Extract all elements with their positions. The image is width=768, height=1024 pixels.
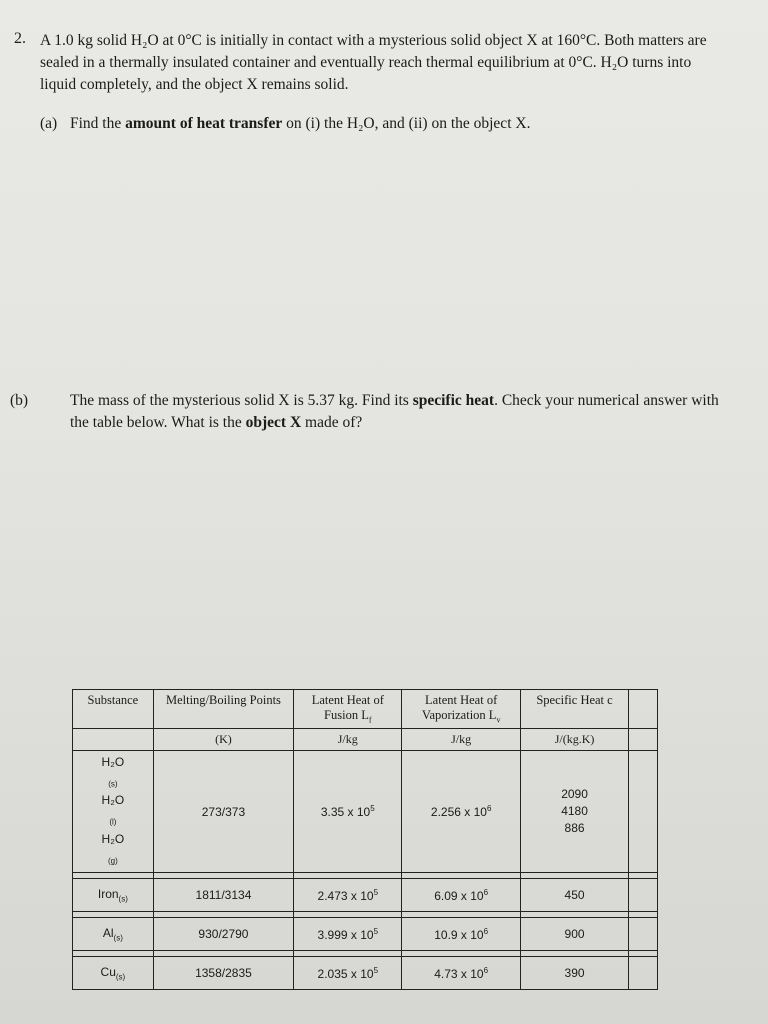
unit-blank <box>73 729 154 751</box>
cu-specific: 390 <box>520 957 628 990</box>
part-b-bold-1: specific heat <box>412 392 495 409</box>
table-header-row <box>73 690 658 729</box>
al-vapor: 10.9 x $10^6$ <box>402 918 520 951</box>
cu-fusion: 2.035 x $10^5$ <box>294 957 402 990</box>
water-points: 273/373 <box>153 751 293 873</box>
cu-vapor: 4.73 x $10^6$ <box>402 957 520 990</box>
iron-vapor: 6.09 x $10^6$ <box>402 879 520 912</box>
iron-name: Iron$_{(s)}$ <box>73 879 154 912</box>
al-name: $Al_{(s)}$ <box>73 918 154 951</box>
header-fusion: Latent Heat of Fusion $L_f$ <box>294 690 402 729</box>
table-row-water <box>73 751 658 873</box>
part-b <box>10 390 730 434</box>
question-stem: A 1.0 kg solid H₂O at 0°C is initially in contact with a mysterious solid object X at 160°C. Both matters are sealed in a thermally insulated container and eventually reach thermal equilibrium at 0°C. H₂O turns into liquid completely, and the object X remains solid. <box>40 32 707 93</box>
table-row-aluminum <box>73 918 658 951</box>
question-number: 2. <box>14 30 26 47</box>
water-forms: H₂O $_{(s)}$ H₂O $_{(l)}$ H₂O $_{(g)}$ <box>73 751 154 873</box>
water-specific: 2090 4180 886 <box>520 751 628 873</box>
part-a <box>40 113 730 135</box>
cu-name: $Cu_{(s)}$ <box>73 957 154 990</box>
part-b-bold-2: object X <box>245 414 302 431</box>
cu-points: 1358/2835 <box>153 957 293 990</box>
part-a-label: (a) <box>40 115 58 132</box>
part-a-text-1: Find the <box>70 115 126 132</box>
table-row-iron <box>73 879 658 912</box>
water-vapor: 2.256 x $10^6$ <box>402 751 520 873</box>
unit-fusion: J/kg <box>294 729 402 751</box>
al-specific: 900 <box>520 918 628 951</box>
water-fusion: 3.35 x $10^5$ <box>294 751 402 873</box>
part-b-label: (b) <box>10 392 29 409</box>
header-specific-heat: Specific Heat c <box>520 690 628 729</box>
header-vapor: Latent Heat of Vaporization $L_v$ <box>402 690 520 729</box>
al-fusion: 3.999 x $10^5$ <box>294 918 402 951</box>
iron-specific: 450 <box>520 879 628 912</box>
unit-specific: J/(kg.K) <box>520 729 628 751</box>
header-points: Melting/Boiling Points <box>153 690 293 729</box>
iron-points: 1811/3134 <box>153 879 293 912</box>
iron-fusion: 2.473 x $10^5$ <box>294 879 402 912</box>
header-substance: Substance <box>73 690 154 729</box>
part-b-text-2: . Check your numerical answer with the table below. What is the <box>70 392 719 431</box>
table-row-copper <box>73 957 658 990</box>
part-b-text-1: The mass of the mysterious solid X is 5.37 kg. Find its <box>70 392 413 409</box>
part-b-text-3: made of? <box>301 414 363 431</box>
unit-vapor: J/kg <box>402 729 520 751</box>
properties-table <box>72 689 658 990</box>
header-blank <box>629 690 658 729</box>
table-units-row <box>73 729 658 751</box>
al-points: 930/2790 <box>153 918 293 951</box>
part-a-text-2: on (i) the H₂O, and (ii) on the object X. <box>282 115 531 132</box>
part-a-bold: amount of heat transfer <box>125 115 283 132</box>
unit-points: (K) <box>153 729 293 751</box>
